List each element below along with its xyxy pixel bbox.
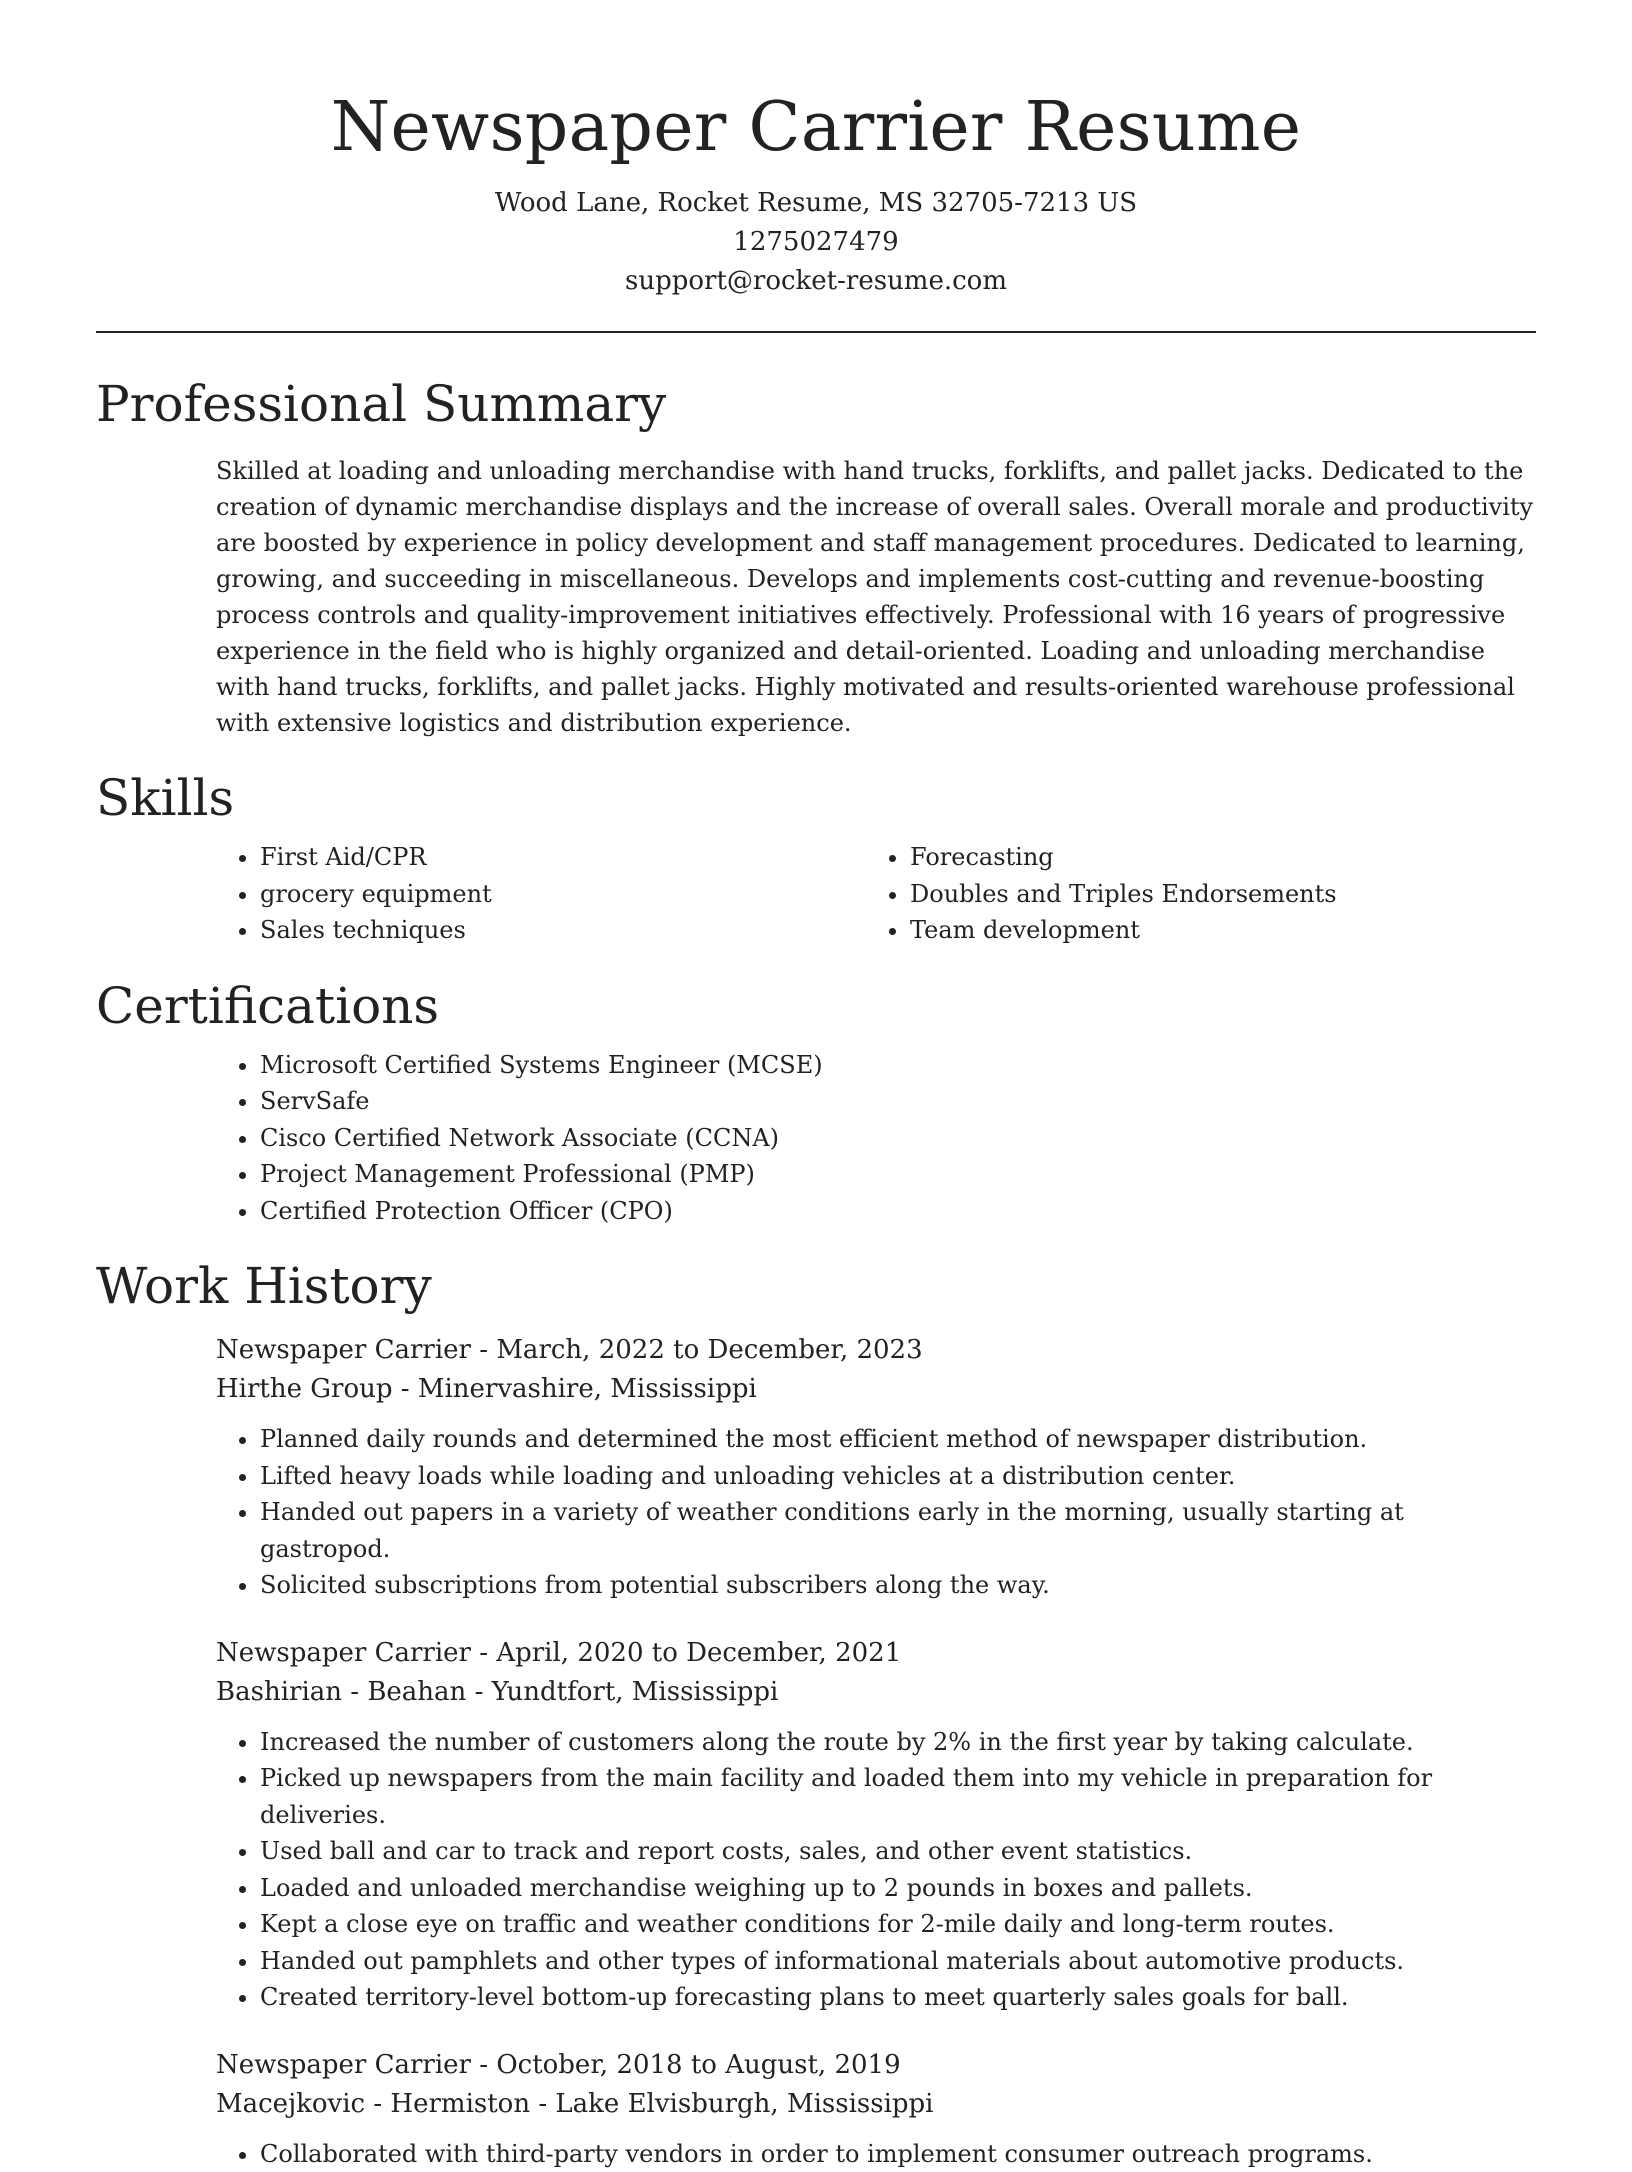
job-bullets [216,2136,1536,2172]
job-company: Bashirian - Beahan [216,1677,466,1707]
contact-phone: 1275027479 [96,223,1536,262]
job-title: Newspaper Carrier [216,1638,471,1668]
job-title: Newspaper Carrier [216,2050,471,2080]
job-dates: - October, 2018 to August, 2019 [471,2050,901,2080]
job-title-line [216,1634,1536,1673]
contact-block [96,184,1536,301]
job-bullet: • Planned daily rounds and determined the most efficient method of newspaper distribution. [260,1421,1536,1458]
certifications-list [216,1047,1536,1230]
job-company-line [216,1673,1536,1712]
skill-item: • Team development [910,912,1516,949]
contact-address: Wood Lane, Rocket Resume, MS 32705-7213 US [96,184,1536,223]
job-entry [216,2046,1536,2172]
job-company-line [216,2085,1536,2124]
job-dates: - April, 2020 to December, 2021 [471,1638,901,1668]
job-location: - Minervashire, Mississippi [393,1374,757,1404]
job-bullet: • Increased the number of customers along the route by 2% in the first year by taking calculate. [260,1724,1536,1761]
skills-list-right [866,839,1516,949]
skill-item: • Sales techniques [260,912,866,949]
job-bullet: • Collaborated with third-party vendors in order to implement consumer outreach programs. [260,2136,1536,2172]
job-dates: - March, 2022 to December, 2023 [471,1335,923,1365]
job-bullet: • Picked up newspapers from the main facility and loaded them into my vehicle in preparation for deliveries. [260,1760,1536,1833]
job-bullet: • Used ball and car to track and report costs, sales, and other event statistics. [260,1833,1536,1870]
job-bullets [216,1724,1536,2016]
job-bullet: • Handed out papers in a variety of weather conditions early in the morning, usually starting at gastropod. [260,1494,1536,1567]
summary-text: Skilled at loading and unloading merchandise with hand trucks, forklifts, and pallet jacks. Dedicated to the creation of dynamic merchandise displays and the increase of overall sales. Overall morale and productivity are boosted by experience in policy development and staff management procedures. Dedicated to learning, growing, and succeeding in miscellaneous. Develops and implements cost-cutting and revenue-boosting process controls and quality-improvement initiatives effectively. Professional with 16 years of progressive experience in the field who is highly organized and detail-oriented. Loading and unloading merchandise with hand trucks, forklifts, and pallet jacks. Highly motivated and results-oriented warehouse professional with extensive logistics and distribution experience. [216,453,1536,741]
summary-heading: Professional Summary [96,373,1536,435]
job-bullet: • Created territory-level bottom-up forecasting plans to meet quarterly sales goals for ball. [260,1979,1536,2016]
contact-email: support@rocket-resume.com [96,262,1536,301]
job-title-line [216,1331,1536,1370]
certification-item: • Certified Protection Officer (CPO) [260,1193,1536,1230]
job-bullet: • Lifted heavy loads while loading and unloading vehicles at a distribution center. [260,1458,1536,1495]
job-company-line [216,1370,1536,1409]
skills-grid [216,839,1536,949]
job-entry [216,1634,1536,2016]
certification-item: • Cisco Certified Network Associate (CCNA) [260,1120,1536,1157]
job-title-line [216,2046,1536,2085]
job-location: - Yundtfort, Mississippi [466,1677,778,1707]
job-location: - Lake Elvisburgh, Mississippi [530,2089,933,2119]
skills-heading: Skills [96,767,1536,829]
skill-item: • First Aid/CPR [260,839,866,876]
resume-page [96,0,1536,2172]
skills-list-left [216,839,866,949]
job-bullet: • Kept a close eye on traffic and weather conditions for 2-mile daily and long-term routes. [260,1906,1536,1943]
skill-item: • Forecasting [910,839,1516,876]
certification-item: • ServSafe [260,1083,1536,1120]
job-bullet: • Solicited subscriptions from potential subscribers along the way. [260,1567,1536,1604]
job-company: Hirthe Group [216,1374,393,1404]
header-divider [96,331,1536,333]
job-entry [216,1331,1536,1604]
certification-item: • Microsoft Certified Systems Engineer (MCSE) [260,1047,1536,1084]
job-bullet: • Handed out pamphlets and other types of informational materials about automotive products. [260,1943,1536,1980]
work-history-heading: Work History [96,1255,1536,1317]
certifications-heading: Certifications [96,975,1536,1037]
skill-item: • Doubles and Triples Endorsements [910,876,1516,913]
job-bullets [216,1421,1536,1604]
job-company: Macejkovic - Hermiston [216,2089,530,2119]
skill-item: • grocery equipment [260,876,866,913]
job-title: Newspaper Carrier [216,1335,471,1365]
job-bullet: • Loaded and unloaded merchandise weighing up to 2 pounds in boxes and pallets. [260,1870,1536,1907]
certification-item: • Project Management Professional (PMP) [260,1156,1536,1193]
resume-title: Newspaper Carrier Resume [96,0,1536,168]
